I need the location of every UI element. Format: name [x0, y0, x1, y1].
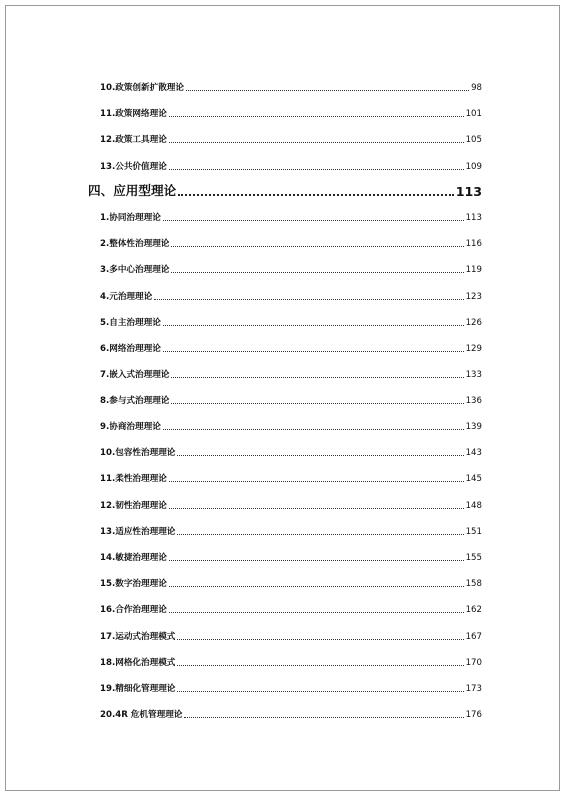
- toc-entry-title: 4.元治理理论: [100, 292, 153, 302]
- toc-entry-title: 2.整体性治理理论: [100, 239, 170, 249]
- dot-leader: [154, 299, 463, 300]
- toc-entry-title: 9.协商治理理论: [100, 422, 161, 432]
- toc-entry[interactable]: [100, 211, 482, 223]
- toc-entry-page-number: 143: [465, 448, 482, 458]
- toc-entry-page-number: 148: [465, 501, 482, 511]
- document-page: [5, 5, 560, 791]
- dot-leader: [169, 142, 464, 143]
- toc-entry-page-number: 113: [455, 184, 482, 199]
- toc-entry-title: 11.柔性治理理论: [100, 474, 167, 484]
- dot-leader: [171, 272, 463, 273]
- toc-entry[interactable]: [100, 290, 482, 302]
- toc-entry[interactable]: [100, 630, 482, 642]
- toc-entry-title: 7.嵌入式治理理论: [100, 370, 170, 380]
- dot-leader: [169, 560, 464, 561]
- toc-entry-page-number: 113: [465, 213, 482, 223]
- toc-entry[interactable]: [100, 682, 482, 694]
- toc-entry[interactable]: [100, 368, 482, 380]
- toc-entry-page-number: 105: [465, 135, 482, 145]
- dot-leader: [177, 455, 463, 456]
- dot-leader: [163, 351, 464, 352]
- dot-leader: [169, 508, 464, 509]
- toc-entry[interactable]: [100, 499, 482, 511]
- dot-leader: [186, 90, 469, 91]
- toc-entry-title: 15.数字治理理论: [100, 579, 167, 589]
- dot-leader: [169, 116, 464, 117]
- dot-leader: [184, 717, 463, 718]
- table-of-contents: [6, 6, 559, 790]
- toc-entry-page-number: 139: [465, 422, 482, 432]
- dot-leader: [178, 194, 454, 196]
- toc-entry-page-number: 145: [465, 474, 482, 484]
- toc-entry-page-number: 123: [465, 292, 482, 302]
- toc-entry[interactable]: [100, 81, 482, 93]
- toc-entry-page-number: 151: [465, 527, 482, 537]
- toc-entry-title: 11.政策网络理论: [100, 109, 167, 119]
- toc-section-entry[interactable]: [88, 181, 482, 199]
- toc-entry-page-number: 126: [465, 318, 482, 328]
- toc-entry-title: 四、应用型理论: [88, 183, 177, 198]
- dot-leader: [163, 325, 464, 326]
- toc-entry-title: 18.网格化治理模式: [100, 658, 176, 668]
- toc-entry-page-number: 109: [465, 162, 482, 172]
- toc-entry-page-number: 133: [465, 370, 482, 380]
- toc-entry[interactable]: [100, 708, 482, 720]
- dot-leader: [171, 377, 463, 378]
- toc-entry-title: 13.适应性治理理论: [100, 527, 176, 537]
- toc-entry-title: 12.政策工具理论: [100, 135, 167, 145]
- toc-entry-title: 6.网络治理理论: [100, 344, 161, 354]
- toc-entry-page-number: 116: [465, 239, 482, 249]
- toc-entry-title: 17.运动式治理模式: [100, 632, 176, 642]
- dot-leader: [177, 665, 463, 666]
- toc-entry-title: 1.协同治理理论: [100, 213, 161, 223]
- toc-entry-page-number: 167: [465, 632, 482, 642]
- dot-leader: [177, 691, 463, 692]
- toc-entry-title: 10.政策创新扩散理论: [100, 83, 184, 93]
- toc-entry-page-number: 129: [465, 344, 482, 354]
- toc-entry-page-number: 136: [465, 396, 482, 406]
- toc-entry[interactable]: [100, 160, 482, 172]
- toc-entry[interactable]: [100, 342, 482, 354]
- toc-entry-title: 14.敏捷治理理论: [100, 553, 167, 563]
- toc-entry-page-number: 173: [465, 684, 482, 694]
- toc-entry[interactable]: [100, 107, 482, 119]
- toc-entry-page-number: 98: [471, 83, 482, 93]
- dot-leader: [177, 639, 463, 640]
- toc-entry-page-number: 176: [465, 710, 482, 720]
- toc-entry[interactable]: [100, 603, 482, 615]
- dot-leader: [171, 403, 463, 404]
- toc-entry-page-number: 162: [465, 605, 482, 615]
- toc-entry[interactable]: [100, 420, 482, 432]
- toc-entry-title: 13.公共价值理论: [100, 162, 167, 172]
- toc-entry-page-number: 170: [465, 658, 482, 668]
- toc-entry-title: 19.精细化管理理论: [100, 684, 176, 694]
- dot-leader: [169, 612, 464, 613]
- toc-entry[interactable]: [100, 577, 482, 589]
- toc-entry[interactable]: [100, 237, 482, 249]
- dot-leader: [163, 220, 464, 221]
- toc-entry[interactable]: [100, 446, 482, 458]
- toc-entry-page-number: 155: [465, 553, 482, 563]
- toc-entry-title: 12.韧性治理理论: [100, 501, 167, 511]
- dot-leader: [171, 246, 463, 247]
- dot-leader: [169, 586, 464, 587]
- toc-entry-page-number: 101: [465, 109, 482, 119]
- toc-entry[interactable]: [100, 551, 482, 563]
- dot-leader: [169, 481, 464, 482]
- toc-entry[interactable]: [100, 316, 482, 328]
- toc-entry-page-number: 119: [465, 265, 482, 275]
- toc-entry[interactable]: [100, 133, 482, 145]
- toc-entry-title: 3.多中心治理理论: [100, 265, 170, 275]
- toc-entry-title: 5.自主治理理论: [100, 318, 161, 328]
- dot-leader: [169, 169, 464, 170]
- toc-entry-title: 8.参与式治理理论: [100, 396, 170, 406]
- toc-entry[interactable]: [100, 394, 482, 406]
- toc-entry-title: 10.包容性治理理论: [100, 448, 176, 458]
- toc-entry[interactable]: [100, 263, 482, 275]
- dot-leader: [177, 534, 463, 535]
- toc-entry[interactable]: [100, 525, 482, 537]
- toc-entry-title: 16.合作治理理论: [100, 605, 167, 615]
- toc-entry[interactable]: [100, 656, 482, 668]
- toc-entry-title: 20.4R 危机管理理论: [100, 710, 183, 720]
- toc-entry-page-number: 158: [465, 579, 482, 589]
- dot-leader: [163, 429, 464, 430]
- toc-entry[interactable]: [100, 472, 482, 484]
